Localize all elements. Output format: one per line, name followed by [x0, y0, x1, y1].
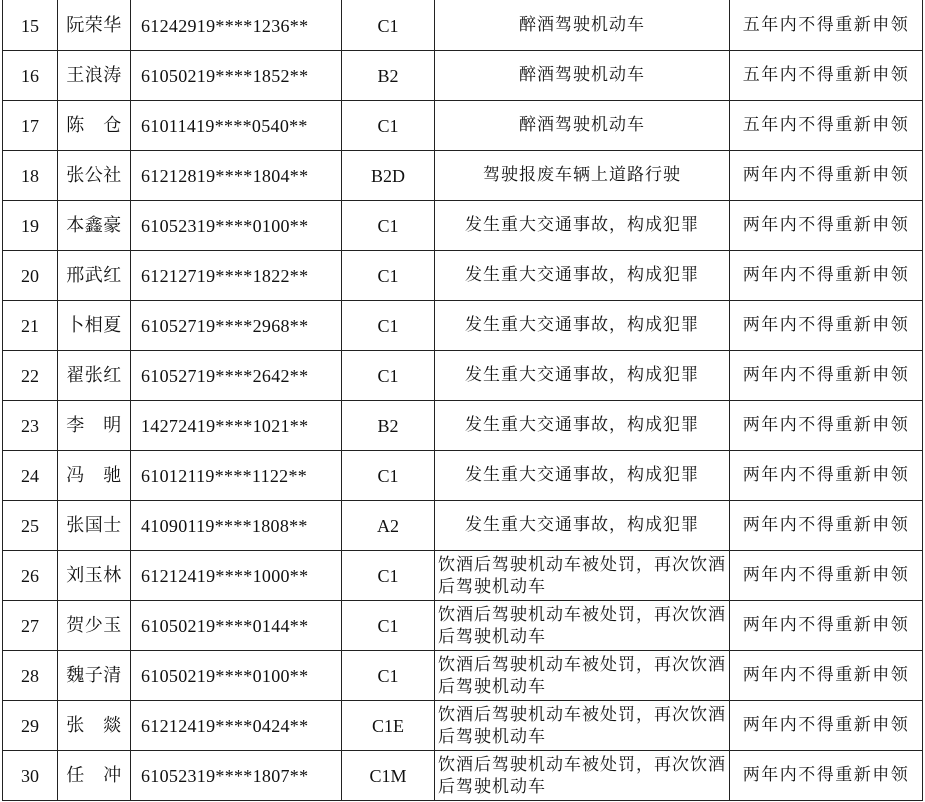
id-number: 61011419****0540** — [131, 101, 342, 151]
penalty: 两年内不得重新申领 — [730, 301, 923, 351]
license-class: B2 — [342, 401, 435, 451]
violation-reason: 醉酒驾驶机动车 — [435, 1, 730, 51]
table-row — [3, 51, 923, 101]
license-class: C1 — [342, 651, 435, 701]
license-class: C1 — [342, 201, 435, 251]
row-number: 21 — [3, 301, 58, 351]
table-row — [3, 1, 923, 51]
license-class: A2 — [342, 501, 435, 551]
id-number: 61052719****2968** — [131, 301, 342, 351]
license-class: C1 — [342, 101, 435, 151]
penalty: 两年内不得重新申领 — [730, 251, 923, 301]
person-name: 刘玉林 — [58, 551, 131, 601]
person-name: 张国士 — [58, 501, 131, 551]
violation-reason: 发生重大交通事故，构成犯罪 — [435, 401, 730, 451]
person-name: 王浪涛 — [58, 51, 131, 101]
license-class: B2D — [342, 151, 435, 201]
person-name: 翟张红 — [58, 351, 131, 401]
violation-reason: 饮酒后驾驶机动车被处罚，再次饮酒后驾驶机动车 — [435, 651, 730, 701]
table-row — [3, 601, 923, 651]
row-number: 27 — [3, 601, 58, 651]
id-number: 61052719****2642** — [131, 351, 342, 401]
row-number: 30 — [3, 751, 58, 801]
row-number: 18 — [3, 151, 58, 201]
license-class: C1 — [342, 301, 435, 351]
id-number: 61052319****0100** — [131, 201, 342, 251]
penalty: 两年内不得重新申领 — [730, 601, 923, 651]
violation-reason: 醉酒驾驶机动车 — [435, 101, 730, 151]
violation-reason: 发生重大交通事故，构成犯罪 — [435, 501, 730, 551]
id-number: 61052319****1807** — [131, 751, 342, 801]
table-body — [3, 1, 923, 801]
table-row — [3, 201, 923, 251]
id-number: 14272419****1021** — [131, 401, 342, 451]
license-class: C1 — [342, 351, 435, 401]
violation-reason: 醉酒驾驶机动车 — [435, 51, 730, 101]
penalty: 两年内不得重新申领 — [730, 401, 923, 451]
violation-reason: 发生重大交通事故，构成犯罪 — [435, 351, 730, 401]
penalty: 两年内不得重新申领 — [730, 351, 923, 401]
violation-reason: 饮酒后驾驶机动车被处罚，再次饮酒后驾驶机动车 — [435, 751, 730, 801]
penalty: 五年内不得重新申领 — [730, 51, 923, 101]
person-name: 贺少玉 — [58, 601, 131, 651]
table-row — [3, 701, 923, 751]
id-number: 61012119****1122** — [131, 451, 342, 501]
person-name: 李 明 — [58, 401, 131, 451]
violation-reason: 发生重大交通事故，构成犯罪 — [435, 451, 730, 501]
penalty: 两年内不得重新申领 — [730, 451, 923, 501]
person-name: 张公社 — [58, 151, 131, 201]
table-row — [3, 301, 923, 351]
id-number: 61242919****1236** — [131, 1, 342, 51]
person-name: 张 燚 — [58, 701, 131, 751]
row-number: 19 — [3, 201, 58, 251]
violation-reason: 发生重大交通事故，构成犯罪 — [435, 201, 730, 251]
person-name: 魏子清 — [58, 651, 131, 701]
penalty: 两年内不得重新申领 — [730, 151, 923, 201]
row-number: 24 — [3, 451, 58, 501]
violation-reason: 饮酒后驾驶机动车被处罚，再次饮酒后驾驶机动车 — [435, 701, 730, 751]
table-row — [3, 551, 923, 601]
penalty: 两年内不得重新申领 — [730, 651, 923, 701]
license-class: C1 — [342, 451, 435, 501]
table-row — [3, 401, 923, 451]
id-number: 61212419****1000** — [131, 551, 342, 601]
person-name: 冯 驰 — [58, 451, 131, 501]
id-number: 61212719****1822** — [131, 251, 342, 301]
license-class: C1 — [342, 1, 435, 51]
license-class: C1E — [342, 701, 435, 751]
id-number: 41090119****1808** — [131, 501, 342, 551]
license-class: C1 — [342, 601, 435, 651]
id-number: 61050219****0144** — [131, 601, 342, 651]
row-number: 26 — [3, 551, 58, 601]
penalty: 两年内不得重新申领 — [730, 551, 923, 601]
table-row — [3, 251, 923, 301]
person-name: 卜相夏 — [58, 301, 131, 351]
row-number: 25 — [3, 501, 58, 551]
license-class: B2 — [342, 51, 435, 101]
row-number: 29 — [3, 701, 58, 751]
penalty: 两年内不得重新申领 — [730, 501, 923, 551]
penalty: 两年内不得重新申领 — [730, 201, 923, 251]
revocation-table — [2, 0, 923, 801]
penalty: 两年内不得重新申领 — [730, 751, 923, 801]
id-number: 61212819****1804** — [131, 151, 342, 201]
table-row — [3, 101, 923, 151]
violation-reason: 发生重大交通事故，构成犯罪 — [435, 251, 730, 301]
row-number: 16 — [3, 51, 58, 101]
penalty: 五年内不得重新申领 — [730, 101, 923, 151]
table-row — [3, 351, 923, 401]
table-row — [3, 501, 923, 551]
penalty: 五年内不得重新申领 — [730, 1, 923, 51]
table-row — [3, 151, 923, 201]
person-name: 任 冲 — [58, 751, 131, 801]
table-row — [3, 451, 923, 501]
license-class: C1M — [342, 751, 435, 801]
row-number: 17 — [3, 101, 58, 151]
row-number: 22 — [3, 351, 58, 401]
row-number: 20 — [3, 251, 58, 301]
license-class: C1 — [342, 251, 435, 301]
person-name: 邢武红 — [58, 251, 131, 301]
violation-reason: 发生重大交通事故，构成犯罪 — [435, 301, 730, 351]
id-number: 61050219****0100** — [131, 651, 342, 701]
table-row — [3, 751, 923, 801]
person-name: 阮荣华 — [58, 1, 131, 51]
person-name: 本鑫豪 — [58, 201, 131, 251]
row-number: 23 — [3, 401, 58, 451]
row-number: 15 — [3, 1, 58, 51]
person-name: 陈 仓 — [58, 101, 131, 151]
violation-reason: 饮酒后驾驶机动车被处罚，再次饮酒后驾驶机动车 — [435, 601, 730, 651]
table-row — [3, 651, 923, 701]
license-class: C1 — [342, 551, 435, 601]
id-number: 61050219****1852** — [131, 51, 342, 101]
violation-reason: 饮酒后驾驶机动车被处罚，再次饮酒后驾驶机动车 — [435, 551, 730, 601]
violation-reason: 驾驶报废车辆上道路行驶 — [435, 151, 730, 201]
penalty: 两年内不得重新申领 — [730, 701, 923, 751]
id-number: 61212419****0424** — [131, 701, 342, 751]
row-number: 28 — [3, 651, 58, 701]
